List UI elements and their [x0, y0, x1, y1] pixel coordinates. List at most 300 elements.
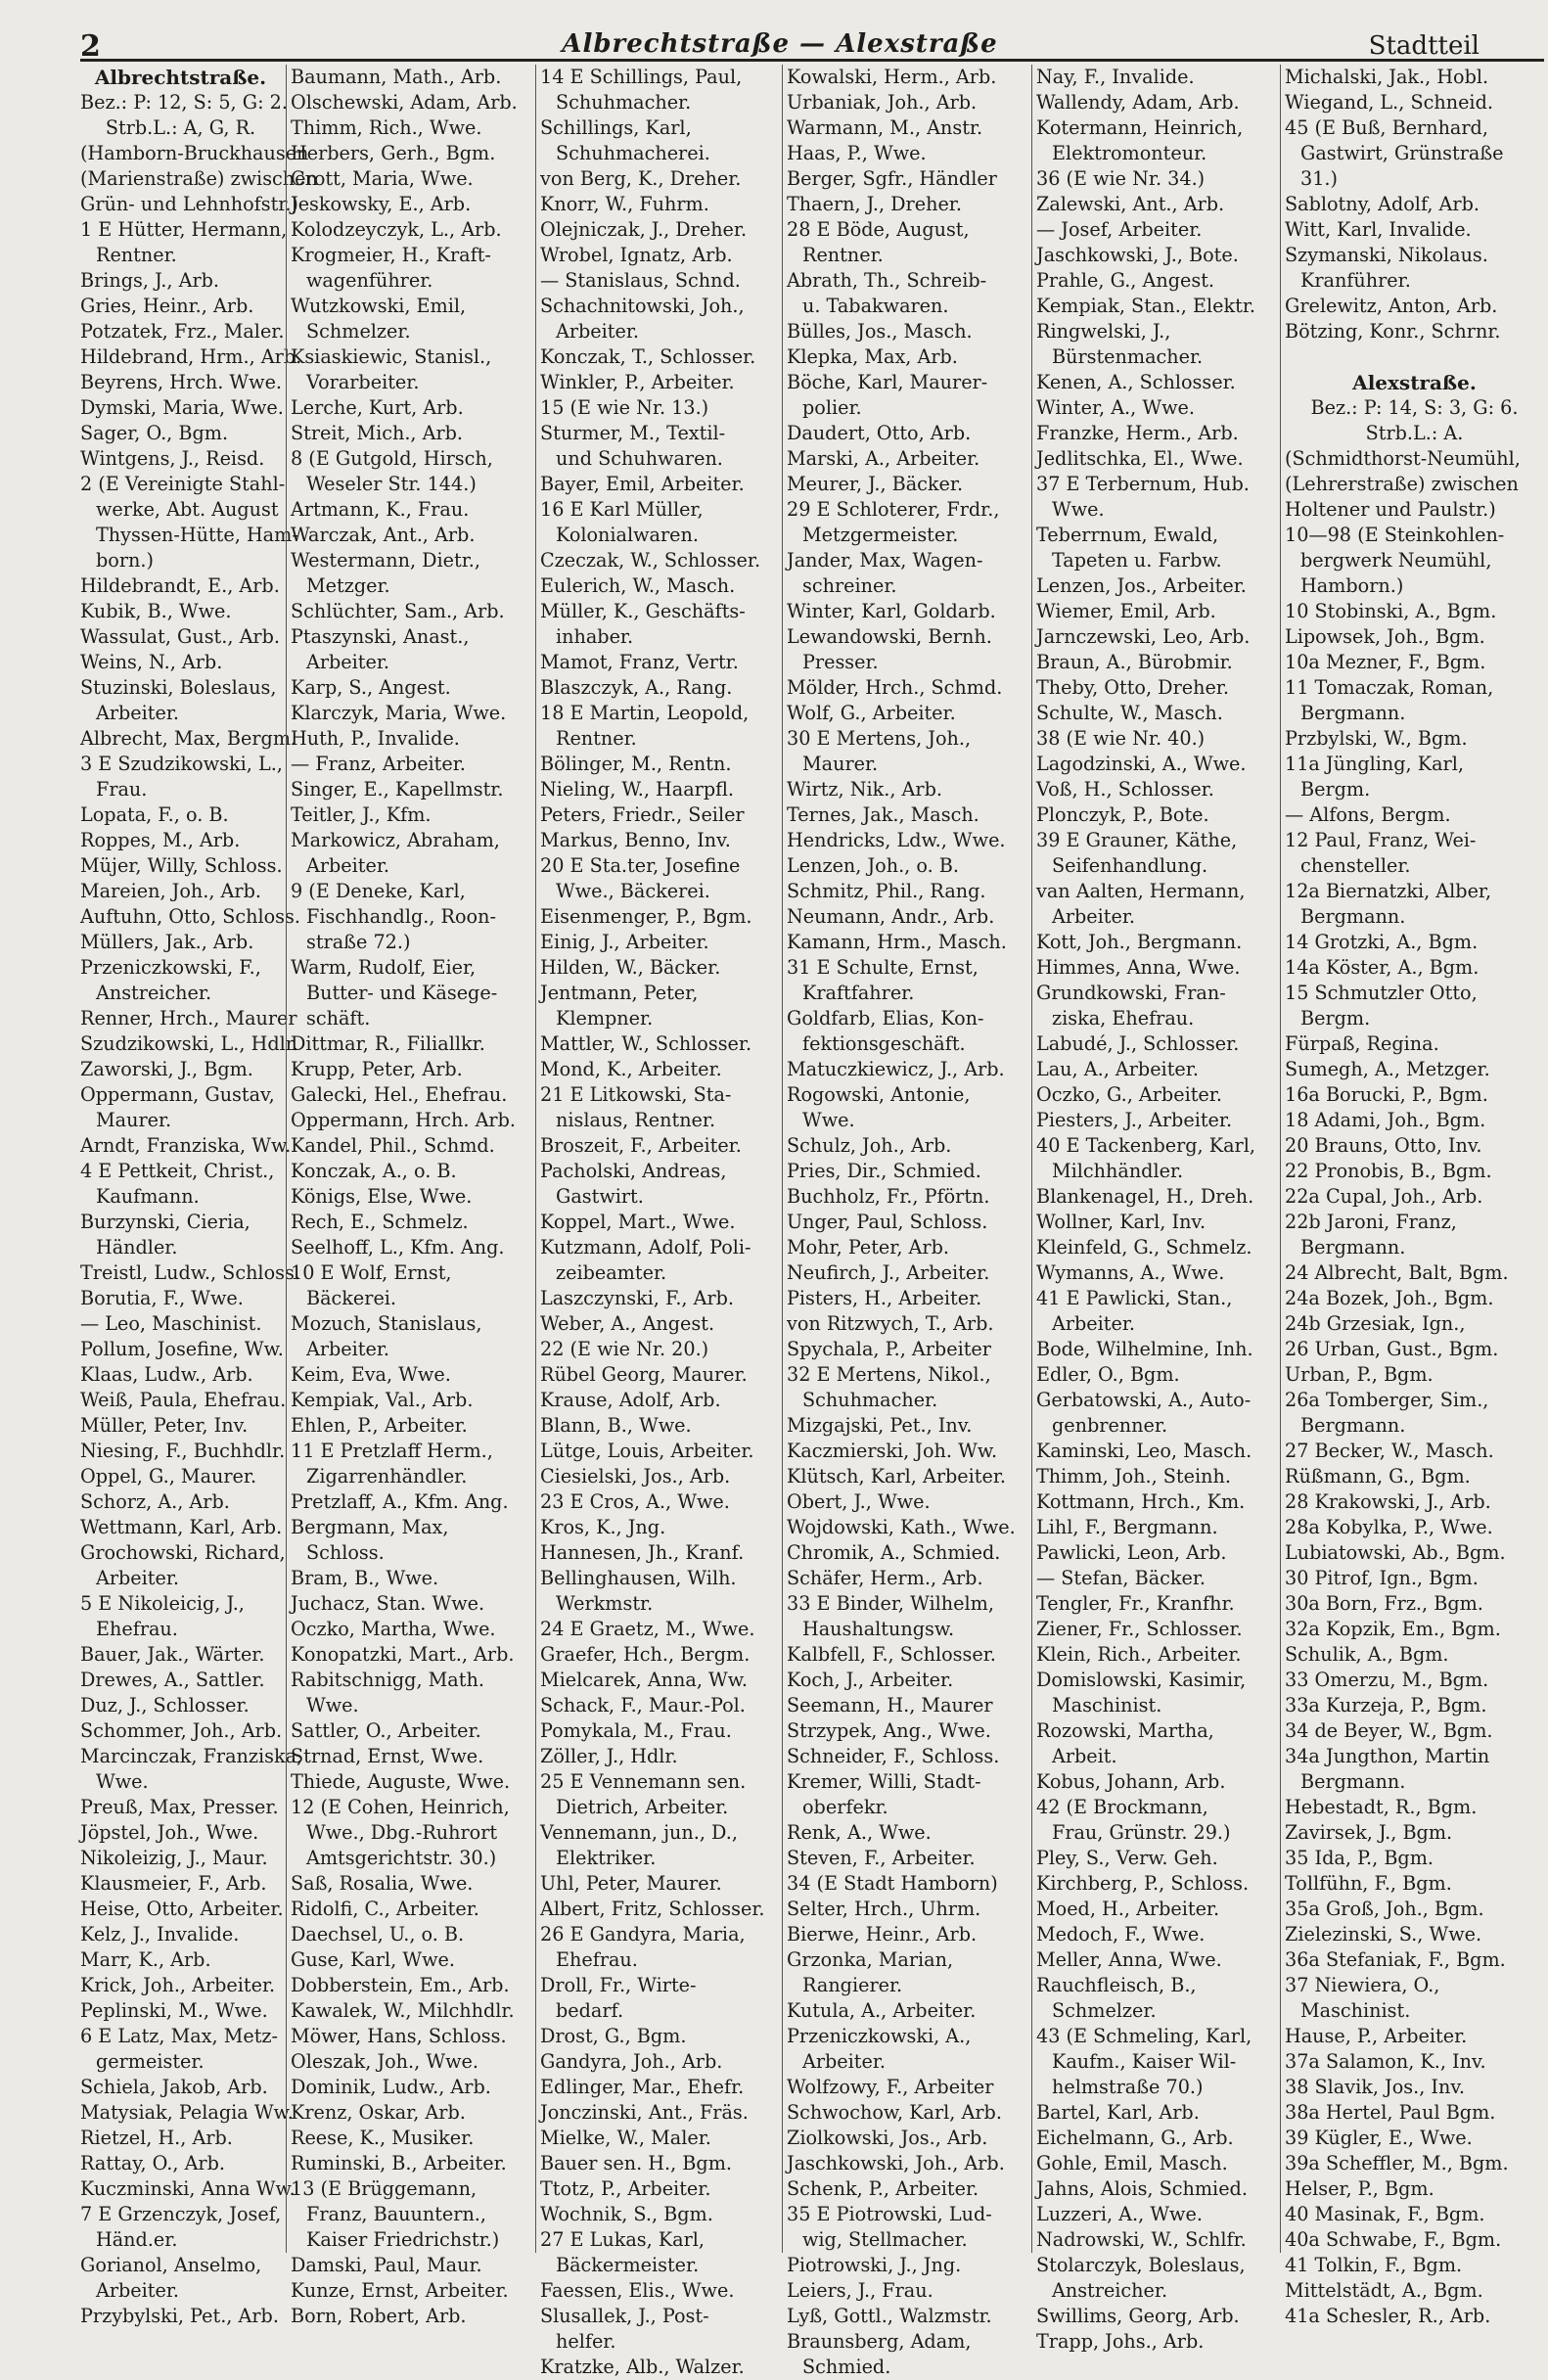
entry-line: (Marienstraße) zwischen	[80, 167, 318, 190]
entry-line: von Ritzwych, T., Arb.	[787, 1312, 994, 1335]
entry-line: 20 E Sta.ter, Josefine	[540, 854, 741, 877]
entry-line: Jahns, Alois, Schmied.	[1036, 2177, 1248, 2200]
entry-line: Kremer, Willi, Stadt-	[787, 1770, 981, 1793]
entry-line: Rentner.	[802, 244, 884, 266]
entry-line: Rogowski, Antonie,	[787, 1083, 971, 1106]
entry-line: Warmann, M., Anstr.	[787, 116, 983, 139]
entry-line: Bierwe, Heinr., Arb.	[787, 1923, 978, 1945]
entry-line: Werkmstr.	[556, 1592, 654, 1615]
entry-line: Wrobel, Ignatz, Arb.	[540, 244, 733, 266]
entry-line: 28 E Böde, August,	[787, 218, 970, 241]
entry-line: Piesters, J., Arbeiter.	[1036, 1109, 1233, 1131]
entry-line: Dymski, Maria, Wwe.	[80, 396, 284, 419]
entry-line: Bergmann.	[1300, 1414, 1406, 1437]
entry-line: Braun, A., Bürobmir.	[1036, 651, 1233, 673]
entry-line: 28a Kobylka, P., Wwe.	[1285, 1516, 1493, 1538]
entry-line: Kros, K., Jng.	[540, 1516, 666, 1538]
entry-line: Müller, Peter, Inv.	[80, 1414, 249, 1437]
entry-line: 26 E Gandyra, Maria,	[540, 1923, 746, 1945]
entry-line: Grelewitz, Anton, Arb.	[1285, 295, 1498, 317]
entry-line: Kraftfahrer.	[802, 982, 915, 1004]
entry-line: Oleszak, Joh., Wwe.	[291, 2050, 478, 2073]
entry-line: Thimm, Rich., Wwe.	[291, 116, 482, 139]
entry-line: Kuczminski, Anna Ww.	[80, 2177, 296, 2200]
entry-line: Krause, Adolf, Arb.	[540, 1389, 721, 1411]
entry-line: Zöller, J., Hdlr.	[540, 1745, 678, 1767]
entry-line: Klepka, Max, Arb.	[787, 345, 958, 368]
entry-line: Beyrens, Hrch. Wwe.	[80, 371, 283, 393]
entry-line: Plonczyk, P., Bote.	[1036, 803, 1209, 826]
entry-line: Winter, Karl, Goldarb.	[787, 600, 996, 622]
entry-line: Oppel, G., Maurer.	[80, 1465, 257, 1488]
entry-line: 31 E Schulte, Ernst,	[787, 956, 979, 979]
entry-line: Kowalski, Herm., Arb.	[787, 66, 997, 88]
entry-line: Kenen, A., Schlosser.	[1036, 371, 1236, 393]
entry-line: Selter, Hrch., Uhrm.	[787, 1898, 981, 1920]
entry-line: Bölinger, M., Rentn.	[540, 753, 732, 775]
entry-line: 24b Grzesiak, Ign.,	[1285, 1312, 1466, 1335]
entry-line: 28 Krakowski, J., Arb.	[1285, 1490, 1491, 1513]
entry-line: Drewes, A., Sattler.	[80, 1669, 265, 1691]
entry-line: Schlüchter, Sam., Arb.	[291, 600, 505, 622]
entry-line: Koppel, Mart., Wwe.	[540, 1211, 736, 1233]
entry-line: Peters, Friedr., Seiler	[540, 803, 745, 826]
entry-line: Kandel, Phil., Schmd.	[291, 1134, 495, 1157]
entry-line: Wiemer, Emil, Arb.	[1036, 600, 1216, 622]
entry-line: Händ.er.	[96, 2228, 178, 2251]
entry-line: Arbeiter.	[306, 854, 390, 877]
entry-line: Oppermann, Gustav,	[80, 1083, 275, 1106]
entry-line: Crott, Maria, Wwe.	[291, 167, 474, 190]
entry-line: 18 E Martin, Leopold,	[540, 702, 750, 724]
entry-line: Bergm.	[1300, 1007, 1371, 1030]
entry-line: Obert, J., Wwe.	[787, 1490, 931, 1513]
entry-line: Kalbfell, F., Schlosser.	[787, 1643, 996, 1666]
entry-line: Helser, P., Bgm.	[1285, 2177, 1434, 2200]
entry-line: Mielcarek, Anna, Ww.	[540, 1669, 748, 1691]
entry-line: Jentmann, Peter,	[540, 982, 699, 1004]
entry-line: 41 E Pawlicki, Stan.,	[1036, 1287, 1233, 1309]
entry-line: 14 Grotzki, A., Bgm.	[1285, 931, 1479, 953]
entry-line: Bülles, Jos., Masch.	[787, 320, 973, 343]
entry-line: 35 Ida, P., Bgm.	[1285, 1847, 1434, 1869]
entry-line: 42 (E Brockmann,	[1036, 1796, 1208, 1818]
entry-line: 40 Masinak, F., Bgm.	[1285, 2203, 1485, 2225]
entry-line: Koch, J., Arbeiter.	[787, 1669, 954, 1691]
entry-line: Kobus, Johann, Arb.	[1036, 1770, 1226, 1793]
entry-line: Pisters, H., Arbeiter.	[787, 1287, 982, 1309]
entry-line: Kaufmann.	[96, 1185, 200, 1208]
entry-line: Ruminski, B., Arbeiter.	[291, 2152, 507, 2174]
entry-line: 23 E Cros, A., Wwe.	[540, 1490, 730, 1513]
entry-line: Michalski, Jak., Hobl.	[1285, 66, 1489, 88]
entry-line: Wolfzowy, F., Arbeiter	[787, 2076, 994, 2098]
entry-line: Sumegh, A., Metzger.	[1285, 1058, 1490, 1080]
entry-line: Ttotz, P., Arbeiter.	[540, 2177, 711, 2200]
entry-line: Maschinist.	[1052, 1694, 1162, 1716]
entry-line: Arbeiter.	[96, 702, 180, 724]
entry-line: Borutia, F., Wwe.	[80, 1287, 244, 1309]
entry-line: oberfekr.	[802, 1796, 888, 1818]
entry-line: Graefer, Hch., Bergm.	[540, 1643, 751, 1666]
entry-line: Mittelstädt, A., Bgm.	[1285, 2279, 1483, 2302]
entry-line: 29 E Schloterer, Frdr.,	[787, 498, 1000, 521]
entry-line: Kaufm., Kaiser Wil-	[1052, 2050, 1237, 2073]
entry-line: fektionsgeschäft.	[802, 1032, 966, 1055]
entry-line: Wochnik, S., Bgm.	[540, 2203, 713, 2225]
entry-line: Edler, O., Bgm.	[1036, 1363, 1180, 1386]
entry-line: chensteller.	[1300, 854, 1411, 877]
entry-line: Schiela, Jakob, Arb.	[80, 2076, 268, 2098]
entry-line: Marcinczak, Franziska,	[80, 1745, 303, 1767]
entry-line: nislaus, Rentner.	[556, 1109, 716, 1131]
entry-line: Arndt, Franziska, Ww.	[80, 1134, 292, 1157]
entry-line: wig, Stellmacher.	[802, 2228, 968, 2251]
entry-line: Teitler, J., Kfm.	[291, 803, 432, 826]
entry-line: Vorarbeiter.	[306, 371, 420, 393]
entry-line: Duz, J., Schlosser.	[80, 1694, 250, 1716]
entry-line: Kaiser Friedrichstr.)	[306, 2228, 500, 2251]
entry-line: Pley, S., Verw. Geh.	[1036, 1847, 1218, 1869]
entry-line: 9 (E Deneke, Karl,	[291, 880, 466, 902]
entry-line: schäft.	[306, 1007, 371, 1030]
entry-line: Voß, H., Schlosser.	[1036, 778, 1214, 801]
entry-line: Schulik, A., Bgm.	[1285, 1643, 1449, 1666]
entry-line: Arbeiter.	[96, 2279, 180, 2302]
entry-line: Tengler, Fr., Kranfhr.	[1036, 1592, 1235, 1615]
entry-line: Bellinghausen, Wilh.	[540, 1567, 737, 1589]
entry-line: Pacholski, Andreas,	[540, 1160, 727, 1182]
entry-line: Gohle, Emil, Masch.	[1036, 2152, 1228, 2174]
entry-line: Spychala, P., Arbeiter	[787, 1338, 991, 1360]
entry-line: Mölder, Hrch., Schmd.	[787, 676, 1003, 699]
entry-line: Bauer, Jak., Wärter.	[80, 1643, 265, 1666]
entry-line: Ehefrau.	[96, 1618, 178, 1640]
entry-line: Gastwirt.	[556, 1185, 644, 1208]
entry-line: Wwe.	[1052, 498, 1105, 521]
entry-line: Zigarrenhändler.	[306, 1465, 468, 1488]
entry-line: 11a Jüngling, Karl,	[1285, 753, 1464, 775]
entry-line: Lau, A., Arbeiter.	[1036, 1058, 1199, 1080]
entry-line: Schwochow, Karl, Arb.	[787, 2101, 1002, 2124]
entry-line: Pretzlaff, A., Kfm. Ang.	[291, 1490, 509, 1513]
entry-line: genbrenner.	[1052, 1414, 1168, 1437]
entry-line	[1285, 344, 1544, 370]
entry-line: Brings, J., Arb.	[80, 269, 220, 292]
entry-line: Ringwelski, J.,	[1036, 320, 1171, 343]
entry-line: Klarczyk, Maria, Wwe.	[291, 702, 507, 724]
entry-line: Schmelzer.	[1052, 1999, 1157, 2022]
entry-line: 22 Pronobis, B., Bgm.	[1285, 1160, 1492, 1182]
entry-line: Haas, P., Wwe.	[787, 142, 927, 164]
page-number: 2	[80, 29, 101, 64]
entry-line: Zaworski, J., Bgm.	[80, 1058, 253, 1080]
entry-line: Arbeiter.	[306, 651, 390, 673]
column-5	[1031, 65, 1278, 2353]
entry-line: Schuhmacher.	[802, 1389, 938, 1411]
entry-line: Juchacz, Stan. Wwe.	[291, 1592, 485, 1615]
entry-line: Anstreicher.	[1052, 2279, 1168, 2302]
entry-line: Lopata, F., o. B.	[80, 803, 229, 826]
entry-line: Saß, Rosalia, Wwe.	[291, 1872, 474, 1895]
entry-line: Presser.	[802, 651, 879, 673]
entry-line: Westermann, Dietr.,	[291, 549, 480, 572]
entry-line: 10a Mezner, F., Bgm.	[1285, 651, 1486, 673]
entry-line: Konczak, T., Schlosser.	[540, 345, 756, 368]
entry-line: Niesing, F., Buchhdlr.	[80, 1440, 286, 1462]
entry-line: Ziolkowski, Jos., Arb.	[787, 2127, 988, 2149]
entry-line: Seifenhandlung.	[1052, 854, 1208, 877]
columns	[80, 65, 1544, 2378]
entry-line: Einig, J., Arbeiter.	[540, 931, 709, 953]
entry-line: Strnad, Ernst, Wwe.	[291, 1745, 484, 1767]
entry-line: Kott, Joh., Bergmann.	[1036, 931, 1243, 953]
entry-line: u. Tabakwaren.	[802, 295, 949, 317]
entry-line: Jander, Max, Wagen-	[787, 549, 983, 572]
entry-line: Fürpaß, Regina.	[1285, 1032, 1439, 1055]
entry-line: — Stanislaus, Schnd.	[540, 269, 741, 292]
entry-line: Potzatek, Frz., Maler.	[80, 320, 285, 343]
entry-line: Stuzinski, Boleslaus,	[80, 676, 277, 699]
entry-line: Bötzing, Konr., Schrnr.	[1285, 320, 1501, 343]
entry-line: 27 Becker, W., Masch.	[1285, 1440, 1494, 1462]
entry-line: Schack, F., Maur.-Pol.	[540, 1694, 746, 1716]
entry-line: Elektromonteur.	[1052, 142, 1207, 164]
entry-line: Arbeiter.	[1052, 1312, 1136, 1335]
entry-line: Marski, A., Arbeiter.	[787, 447, 980, 470]
entry-line: inhaber.	[556, 625, 634, 648]
entry-line: Lenzen, Jos., Arbeiter.	[1036, 574, 1247, 597]
entry-line: Eichelmann, G., Arb.	[1036, 2127, 1234, 2149]
entry-line: Schulz, Joh., Arb.	[787, 1134, 952, 1157]
entry-line: Steven, F., Arbeiter.	[787, 1847, 976, 1869]
entry-line: Dietrich, Arbeiter.	[556, 1796, 729, 1818]
entry-line: Ksiaskiewic, Stanisl.,	[291, 345, 492, 368]
entry-line: Prahle, G., Angest.	[1036, 269, 1215, 292]
entry-line: Wymanns, A., Wwe.	[1036, 1261, 1225, 1284]
entry-line: Wwe.	[306, 1694, 359, 1716]
entry-line: Nieling, W., Haarpfl.	[540, 778, 735, 801]
entry-line: Marr, K., Arb.	[80, 1948, 211, 1971]
entry-line: 18 Adami, Joh., Bgm.	[1285, 1109, 1486, 1131]
entry-line: Maschinist.	[1300, 1999, 1411, 2022]
entry-line: Broszeit, F., Arbeiter.	[540, 1134, 742, 1157]
entry-line: Lubiatowski, Ab., Bgm.	[1285, 1541, 1506, 1564]
entry-line: — Josef, Arbeiter.	[1036, 218, 1203, 241]
entry-line: 34 de Beyer, W., Bgm.	[1285, 1719, 1493, 1742]
entry-line: Schäfer, Herm., Arb.	[787, 1567, 983, 1589]
entry-line: Arbeit.	[1052, 1745, 1117, 1767]
entry-line: Bode, Wilhelmine, Inh.	[1036, 1338, 1253, 1360]
entry-line: Markowicz, Abraham,	[291, 829, 500, 851]
entry-line: — Alfons, Bergm.	[1285, 803, 1451, 826]
entry-line: Renner, Hrch., Maurer	[80, 1007, 297, 1030]
entry-line: Rauchfleisch, B.,	[1036, 1974, 1197, 1996]
entry-line: Schorz, A., Arb.	[80, 1490, 230, 1513]
entry-line: 27 E Lukas, Karl,	[540, 2228, 706, 2251]
entry-line: Wolf, G., Arbeiter.	[787, 702, 956, 724]
street-heading: Albrechtstraße.	[94, 66, 267, 89]
entry-line: Przeniczkowski, A.,	[787, 2025, 972, 2047]
entry-line: Nadrowski, W., Schlfr.	[1036, 2228, 1247, 2251]
entry-line: Slusallek, J., Post-	[540, 2305, 709, 2327]
entry-line: 26 Urban, Gust., Bgm.	[1285, 1338, 1499, 1360]
entry-line: Swillims, Georg, Arb.	[1036, 2305, 1240, 2327]
entry-line: Albrecht, Max, Bergm.	[80, 727, 297, 750]
entry-line: Kutula, A., Arbeiter.	[787, 1999, 977, 2022]
entry-line: Uhl, Peter, Maurer.	[540, 1872, 722, 1895]
entry-line: Hamborn.)	[1300, 574, 1404, 597]
entry-line: Bez.: P: 12, S: 5, G: 2.	[80, 91, 288, 114]
entry-line: 13 (E Brüggemann,	[291, 2177, 478, 2200]
entry-line: Arbeiter.	[802, 2050, 887, 2073]
column-1	[80, 65, 318, 2327]
entry-line: Böche, Karl, Maurer-	[787, 371, 988, 393]
entry-line: 24 E Graetz, M., Wwe.	[540, 1618, 755, 1640]
entry-line: Schneider, F., Schloss.	[787, 1745, 1000, 1767]
entry-line: Oczko, G., Arbeiter.	[1036, 1083, 1222, 1106]
entry-line: 33a Kurzeja, P., Bgm.	[1285, 1694, 1487, 1716]
entry-line: Holtener und Paulstr.)	[1285, 498, 1496, 521]
entry-line: Lipowsek, Joh., Bgm.	[1285, 625, 1485, 648]
entry-line: Meurer, J., Bäcker.	[787, 473, 964, 495]
entry-line: Grochowski, Richard,	[80, 1541, 286, 1564]
entry-line: 15 Schmutzler Otto,	[1285, 982, 1478, 1004]
entry-line: Wassulat, Gust., Arb.	[80, 625, 280, 648]
entry-line: Rattay, O., Arb.	[80, 2152, 225, 2174]
entry-line: 10—98 (E Steinkohlen-	[1285, 524, 1505, 546]
entry-line: Seemann, H., Maurer	[787, 1694, 993, 1716]
entry-line: 15 (E wie Nr. 13.)	[540, 396, 709, 419]
entry-line: Daudert, Otto, Arb.	[787, 422, 972, 444]
entry-line: Mareien, Joh., Arb.	[80, 880, 261, 902]
entry-line: Teberrnum, Ewald,	[1036, 524, 1219, 546]
entry-line: wagenführer.	[306, 269, 433, 292]
entry-line: Jaschkowski, Joh., Arb.	[787, 2152, 1005, 2174]
entry-line: Artmann, K., Frau.	[291, 498, 470, 521]
entry-line: born.)	[96, 549, 154, 572]
entry-line: 24a Bozek, Joh., Bgm.	[1285, 1287, 1494, 1309]
entry-line: Metzger.	[306, 574, 390, 597]
entry-line: Arbeiter.	[1052, 905, 1136, 928]
entry-line: Dominik, Ludw., Arb.	[291, 2076, 491, 2098]
entry-line: Königs, Else, Wwe.	[291, 1185, 473, 1208]
entry-line: 11 Tomaczak, Roman,	[1285, 676, 1494, 699]
entry-line: Grün- und Lehnhofstr.)	[80, 193, 298, 215]
entry-line: Jaschkowski, J., Bote.	[1036, 244, 1239, 266]
entry-line: Czeczak, W., Schlosser.	[540, 549, 761, 572]
entry-line: Bergmann.	[1300, 1770, 1406, 1793]
entry-line: — Leo, Maschinist.	[80, 1312, 262, 1335]
entry-line: (Schmidthorst-Neumühl,	[1285, 447, 1521, 470]
entry-line: Knorr, W., Fuhrm.	[540, 193, 709, 215]
entry-line: Amtsgerichtstr. 30.)	[306, 1847, 497, 1869]
entry-line: Wintgens, J., Reisd.	[80, 447, 265, 470]
entry-line: 20 Brauns, Otto, Inv.	[1285, 1134, 1482, 1157]
entry-line: 32 E Mertens, Nikol.,	[787, 1363, 991, 1386]
entry-line: Ciesielski, Jos., Arb.	[540, 1465, 731, 1488]
entry-line: 39 Kügler, E., Wwe.	[1285, 2127, 1473, 2149]
entry-line: Rietzel, H., Arb.	[80, 2127, 233, 2149]
entry-line: Anstreicher.	[96, 982, 212, 1004]
entry-line: 30 E Mertens, Joh.,	[787, 727, 972, 750]
entry-line: helmstraße 70.)	[1052, 2076, 1204, 2098]
entry-line: Blankenagel, H., Dreh.	[1036, 1185, 1254, 1208]
entry-line: Frau.	[96, 778, 148, 801]
entry-line: zeibeamter.	[556, 1261, 667, 1284]
entry-line: Jeskowsky, E., Arb.	[291, 193, 472, 215]
column-6	[1280, 65, 1544, 2327]
entry-line: 38a Hertel, Paul Bgm.	[1285, 2101, 1496, 2124]
entry-line: 10 E Wolf, Ernst,	[291, 1261, 452, 1284]
entry-line: Luzzeri, A., Wwe.	[1036, 2203, 1203, 2225]
entry-line: Wwe., Dbg.-Ruhrort	[306, 1821, 498, 1844]
entry-line: Müllers, Jak., Arb.	[80, 931, 254, 953]
entry-line: Ptaszynski, Anast.,	[291, 625, 470, 648]
entry-line: Thiede, Auguste, Wwe.	[291, 1770, 511, 1793]
entry-line: Karp, S., Angest.	[291, 676, 451, 699]
entry-line: Abrath, Th., Schreib-	[787, 269, 987, 292]
entry-line: 35a Groß, Joh., Bgm.	[1285, 1898, 1484, 1920]
entry-line: Rabitschnigg, Math.	[291, 1669, 484, 1691]
entry-line: Kaczmierski, Joh. Ww.	[787, 1440, 998, 1462]
entry-line: Zalewski, Ant., Arb.	[1036, 193, 1225, 215]
entry-line: Strzypek, Ang., Wwe.	[787, 1719, 991, 1742]
entry-line: Przeniczkowski, F.,	[80, 956, 261, 979]
entry-line: 14 E Schillings, Paul,	[540, 66, 743, 88]
entry-line: 3 E Szudzikowski, L.,	[80, 753, 283, 775]
entry-line: Theby, Otto, Dreher.	[1036, 676, 1229, 699]
entry-line: Przbylski, W., Bgm.	[1285, 727, 1468, 750]
entry-line: Schuhmacher.	[556, 91, 692, 114]
entry-line: Müller, K., Geschäfts-	[540, 600, 746, 622]
entry-line: Huth, P., Invalide.	[291, 727, 460, 750]
entry-line: 12 Paul, Franz, Wei-	[1285, 829, 1477, 851]
entry-line: Haushaltungsw.	[802, 1618, 955, 1640]
entry-line: Markus, Benno, Inv.	[540, 829, 731, 851]
entry-line: Zielezinski, S., Wwe.	[1285, 1923, 1482, 1945]
entry-line: Schmied.	[802, 2356, 891, 2378]
entry-line: Olschewski, Adam, Arb.	[291, 91, 518, 114]
entry-line: Kirchberg, P., Schloss.	[1036, 1872, 1250, 1895]
entry-line: Schulte, W., Masch.	[1036, 702, 1223, 724]
entry-line: Ehefrau.	[556, 1948, 638, 1971]
entry-line: Hendricks, Ldw., Wwe.	[787, 829, 1006, 851]
entry-line: Bauer sen. H., Bgm.	[540, 2152, 732, 2174]
entry-line: Krenz, Oskar, Arb.	[291, 2101, 466, 2124]
entry-line: Oczko, Martha, Wwe.	[291, 1618, 496, 1640]
entry-line: Kubik, B., Wwe.	[80, 600, 232, 622]
entry-line: Arbeiter.	[306, 1338, 390, 1360]
entry-line: Domislowski, Kasimir,	[1036, 1669, 1247, 1691]
entry-line: Labudé, J., Schlosser.	[1036, 1032, 1240, 1055]
entry-line: straße 72.)	[306, 931, 411, 953]
entry-line: Neumann, Andr., Arb.	[787, 905, 995, 928]
entry-line: Matuczkiewicz, J., Arb.	[787, 1058, 1005, 1080]
entry-line: Renk, A., Wwe.	[787, 1821, 932, 1844]
entry-line: Wallendy, Adam, Arb.	[1036, 91, 1240, 114]
entry-line: Lütge, Louis, Arbeiter.	[540, 1440, 754, 1462]
entry-line: Kolonialwaren.	[556, 524, 699, 546]
entry-line: Sager, O., Bgm.	[80, 422, 229, 444]
entry-line: Laszczynski, F., Arb.	[540, 1287, 735, 1309]
entry-line: Streit, Mich., Arb.	[291, 422, 464, 444]
entry-line: 36 (E wie Nr. 34.)	[1036, 167, 1206, 190]
entry-line: Arbeiter.	[556, 320, 640, 343]
entry-line: Weseler Str. 144.)	[306, 473, 477, 495]
entry-line: Daechsel, U., o. B.	[291, 1923, 465, 1945]
entry-line: 10 Stobinski, A., Bgm.	[1285, 600, 1497, 622]
